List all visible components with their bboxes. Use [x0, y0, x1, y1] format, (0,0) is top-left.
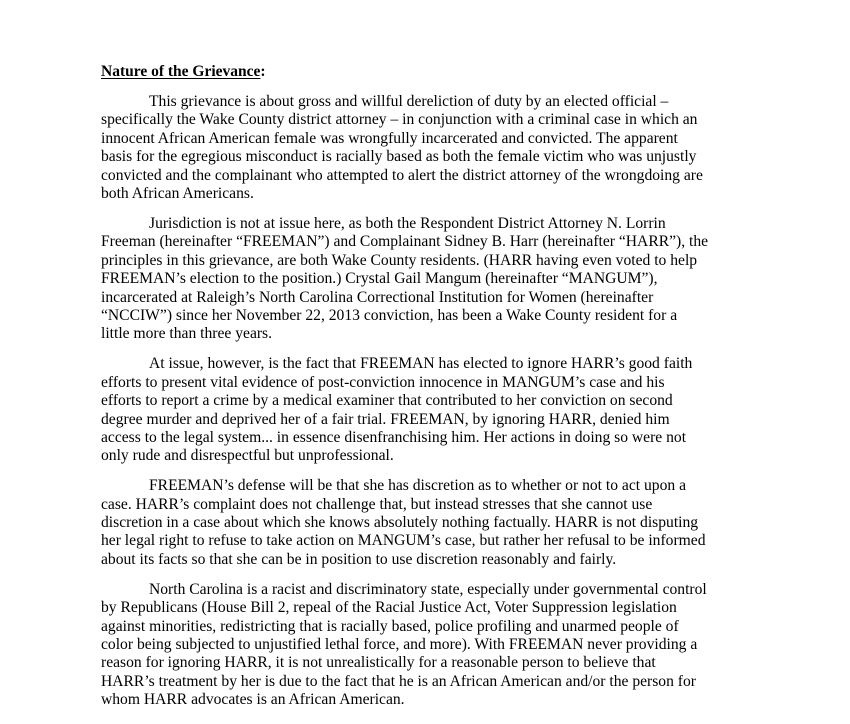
text-line: both African Americans. [101, 185, 254, 203]
text-line: basis for the egregious misconduct is racially based as both the female victim who was unjustly [101, 148, 697, 166]
document-body [101, 63, 761, 721]
text-line: Jurisdiction is not at issue here, as both the Respondent District Attorney N. Lorrin [149, 214, 666, 232]
text-line: innocent African American female was wrongfully incarcerated and convicted. The apparent [101, 129, 678, 147]
text-line: efforts to present vital evidence of post-conviction innocence in MANGUM’s case and his [101, 373, 665, 391]
text-line: incarcerated at Raleigh’s North Carolina Correctional Institution for Women (hereinafter [101, 288, 654, 306]
text-line: reason for ignoring HARR, it is not unrealistically for a reasonable person to believe that [101, 654, 656, 672]
text-line: only rude and disrespectful but unprofessional. [101, 447, 394, 465]
text-line: access to the legal system... in essence disenfranchising him. Her actions in doing so were not [101, 428, 687, 446]
paragraph-defense [101, 477, 761, 569]
paragraph-north-carolina [101, 581, 761, 710]
text-line: whom HARR advocates is an African American. [101, 691, 405, 709]
text-line: color being subjected to unjustified lethal force, and more). With FREEMAN never providing a [101, 635, 698, 653]
text-line: North Carolina is a racist and discriminatory state, especially under governmental control [149, 580, 707, 598]
text-line: case. HARR’s complaint does not challenge that, but instead stresses that she cannot use [101, 495, 653, 513]
paragraph-jurisdiction [101, 215, 761, 344]
text-line: about its facts so that she can be in position to use discretion reasonably and fairly. [101, 550, 617, 568]
text-line: This grievance is about gross and willful dereliction of duty by an elected official – [149, 93, 669, 110]
text-line: Freeman (hereinafter “FREEMAN”) and Complainant Sidney B. Harr (hereinafter “HARR”), the [101, 233, 709, 251]
paragraph-nature [101, 93, 761, 203]
text-line: At issue, however, is the fact that FREEMAN has elected to ignore HARR’s good faith [149, 355, 693, 373]
paragraph-at-issue [101, 355, 761, 465]
text-line: principles in this grievance, are both Wake County residents. (HARR having even voted to help [101, 251, 698, 269]
text-line: specifically the Wake County district attorney – in conjunction with a criminal case in which an [101, 111, 698, 129]
text-line: “NCCIW”) since her November 22, 2013 conviction, has been a Wake County resident for a [101, 306, 678, 324]
section-heading [101, 63, 761, 81]
text-line: degree murder and deprived her of a fair trial. FREEMAN, by ignoring HARR, denied him [101, 410, 670, 428]
section-heading-colon: : [260, 63, 266, 80]
text-line: discretion in a case about which she knows absolutely nothing factually. HARR is not disputing [101, 514, 699, 532]
text-line: efforts to report a crime by a medical examiner that contributed to her conviction on second [101, 392, 673, 410]
text-line: HARR’s treatment by her is due to the fact that he is an African American and/or the person for [101, 672, 696, 690]
section-heading-text: Nature of the Grievance [101, 63, 261, 80]
text-line: FREEMAN’s defense will be that she has discretion as to whether or not to act upon a [149, 477, 687, 495]
text-line: against minorities, redistricting that is racially based, police profiling and unarmed people of [101, 617, 679, 635]
text-line: her legal right to refuse to take action on MANGUM’s case, but rather her refusal to be informed [101, 532, 706, 550]
text-line: FREEMAN’s election to the position.) Crystal Gail Mangum (hereinafter “MANGUM”), [101, 270, 658, 288]
text-line: by Republicans (House Bill 2, repeal of the Racial Justice Act, Voter Suppression legislation [101, 599, 677, 617]
text-line: convicted and the complainant who attempted to alert the district attorney of the wrongdoing are [101, 166, 703, 184]
text-line: little more than three years. [101, 325, 273, 343]
